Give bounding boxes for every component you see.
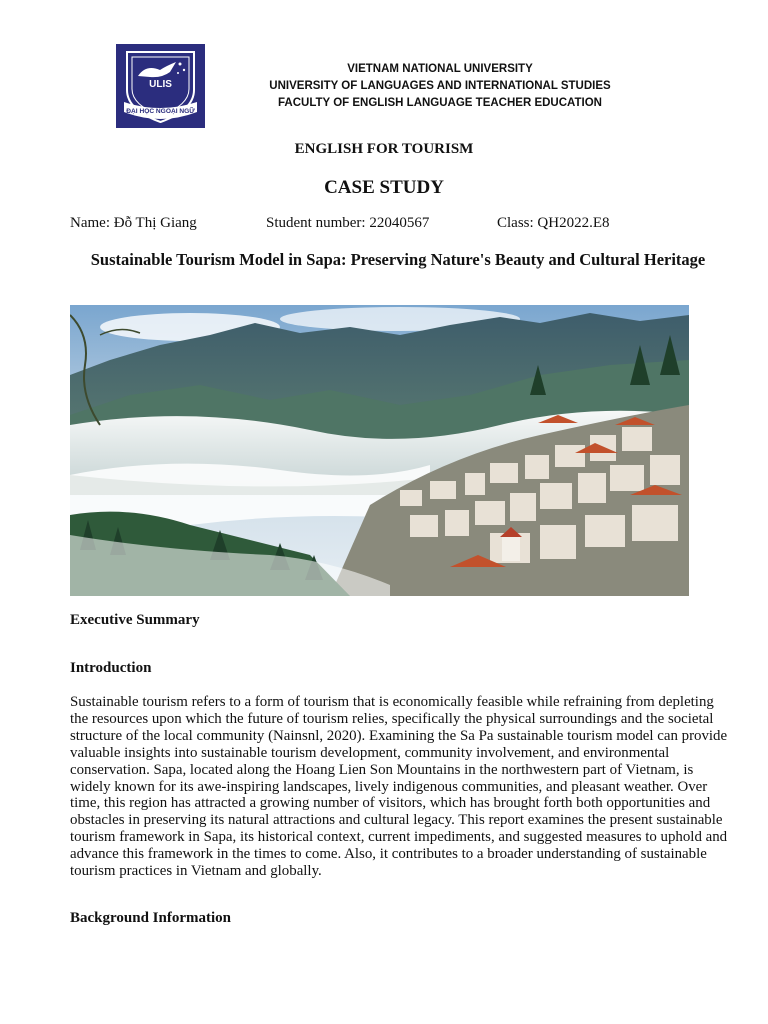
course-title: ENGLISH FOR TOURISM — [294, 141, 474, 157]
introduction-heading: Introduction — [70, 660, 152, 676]
document-type: CASE STUDY — [324, 177, 444, 198]
university-logo — [116, 44, 205, 128]
sapa-landscape-photo — [70, 305, 689, 596]
logo-wordmark: ULIS — [149, 79, 172, 90]
executive-summary-heading: Executive Summary — [70, 612, 200, 628]
report-title: Sustainable Tourism Model in Sapa: Preserving Nature's Beauty and Cultural Heritage — [90, 250, 706, 269]
introduction-paragraph: Sustainable tourism refers to a form of tourism that is economically feasible while refraining from depleting the resources upon which the future of tourism relies, specifically the physical surroundings and the societal structure of the local community (Nainsnl, 2020). Examining the Sa Pa sustainable tourism model can provide valuable insights into sustainable tourism development, community involvement, and environmental conservation. Sapa, located along the Hoang Lien Son Mountains in the northwestern part of Vietnam, is widely known for its awe-inspiring landscapes, lively indigenous communities, and pleasant weather. Over time, this region has attracted a growing number of visitors, which has brought forth both opportunities and obstacles in preserving its natural attractions and cultural legacy. This report examines the present sustainable tourism framework in Sapa, its historical context, current impediments, and suggested measures to uphold and advance this framework in the times to come. Also, it contributes to a broader understanding of sustainable tourism practices in Vietnam and globally. — [70, 694, 728, 880]
institution-line: VIETNAM NATIONAL UNIVERSITY — [347, 63, 533, 75]
background-heading: Background Information — [70, 910, 232, 926]
institution-header — [250, 61, 630, 112]
institution-line: FACULTY OF ENGLISH LANGUAGE TEACHER EDUCATION — [278, 97, 602, 109]
student-number: Student number: 22040567 — [266, 215, 430, 231]
student-class: Class: QH2022.E8 — [497, 215, 610, 231]
institution-line: UNIVERSITY OF LANGUAGES AND INTERNATIONAL STUDIES — [269, 80, 611, 92]
logo-caption: ĐẠI HỌC NGOẠI NGỮ — [126, 108, 195, 115]
student-name: Name: Đỗ Thị Giang — [70, 215, 197, 231]
